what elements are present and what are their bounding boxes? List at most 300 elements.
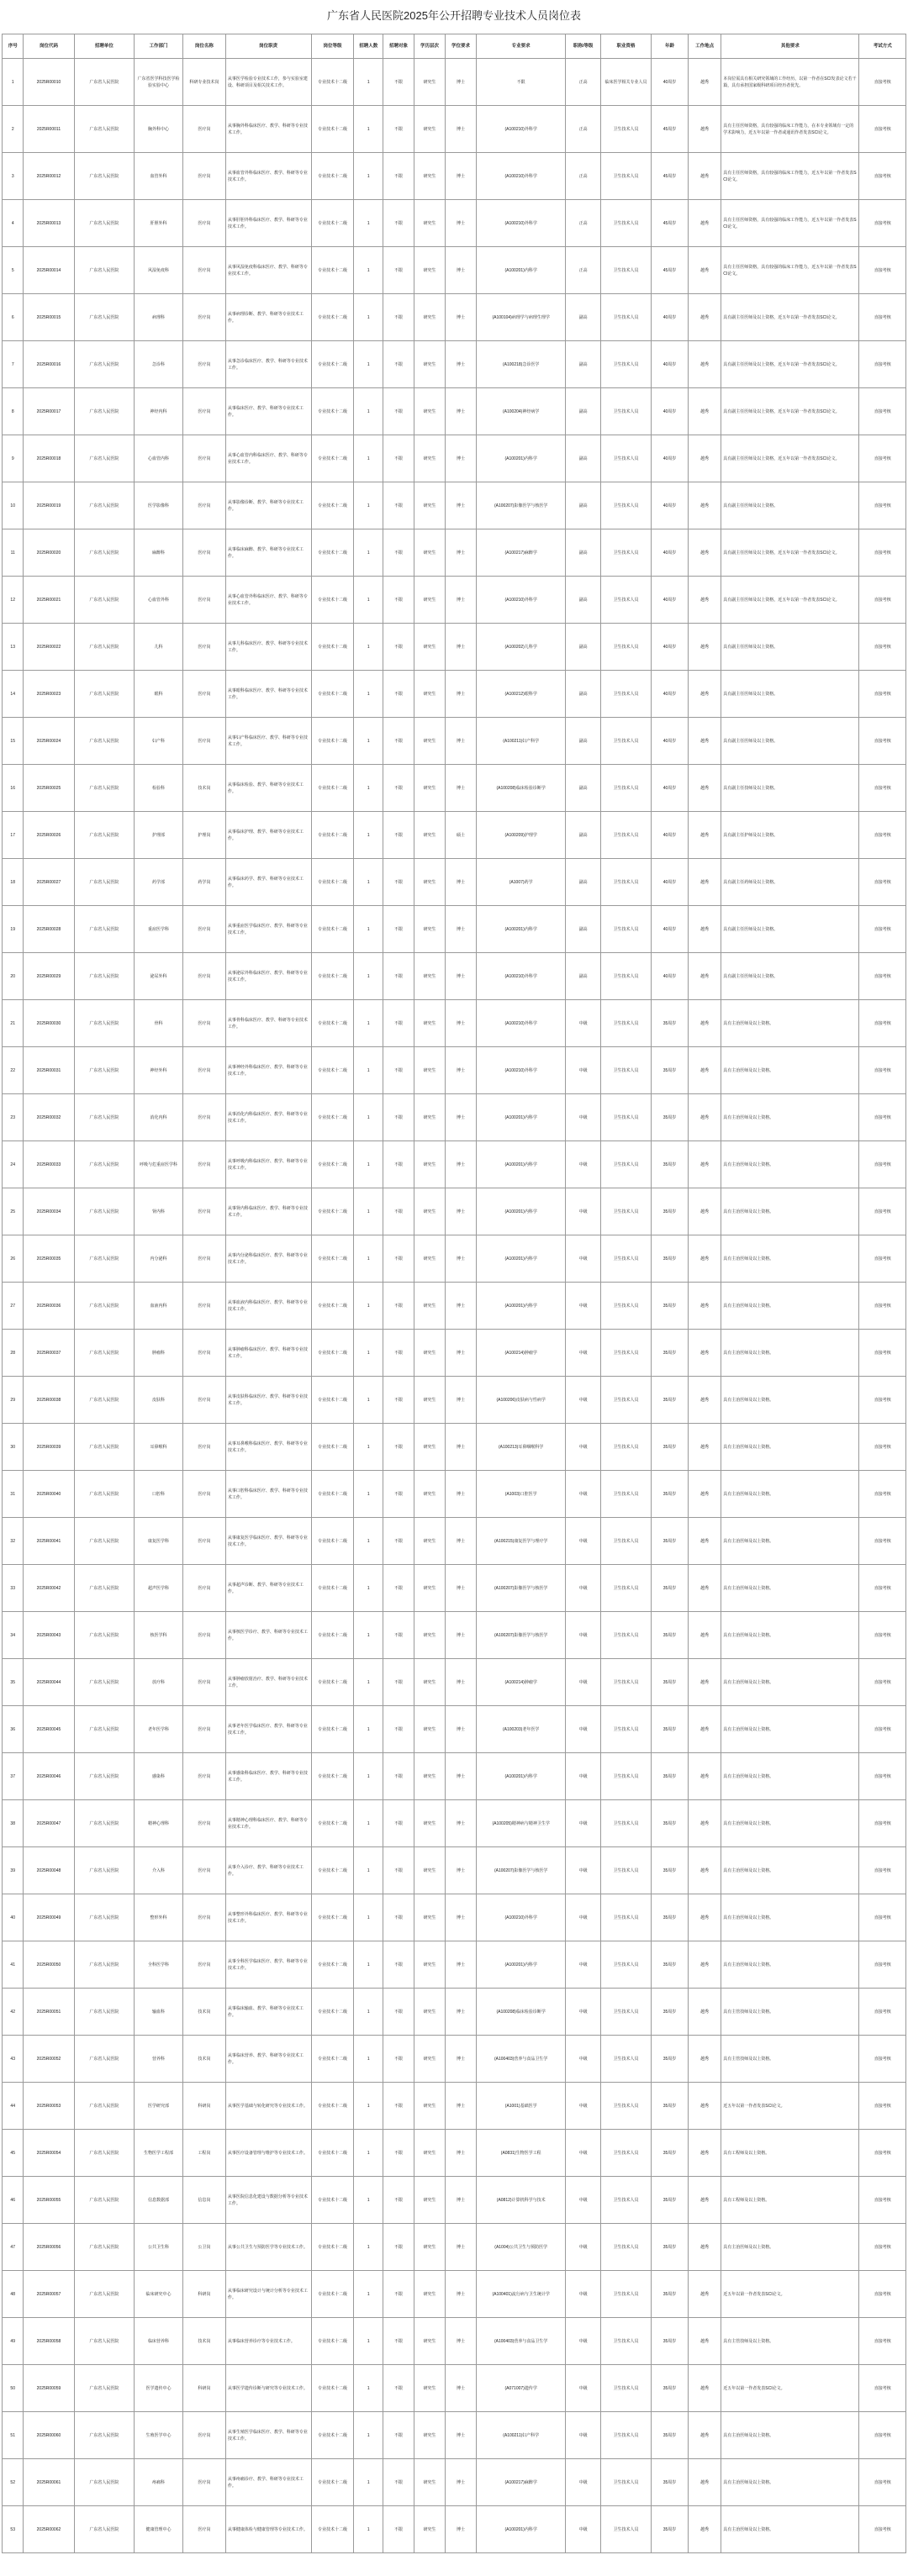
cell-no: 6 <box>3 294 24 341</box>
cell-unit: 广东省人民医院 <box>74 1847 135 1894</box>
cell-post: 医疗岗 <box>182 953 225 1000</box>
cell-exam: 直接考核 <box>859 1424 906 1471</box>
cell-place: 越秀 <box>688 294 721 341</box>
cell-no: 49 <box>3 2318 24 2365</box>
cell-count: 1 <box>354 1706 383 1753</box>
cell-edu: 研究生 <box>414 106 446 153</box>
cell-no: 46 <box>3 2177 24 2224</box>
cell-dept: 疼痛科 <box>135 2459 183 2506</box>
cell-edu: 研究生 <box>414 388 446 435</box>
cell-title: 中级 <box>566 2318 601 2365</box>
cell-target: 不限 <box>383 1612 414 1659</box>
cell-level: 专业技术十二级 <box>311 294 354 341</box>
table-row <box>3 2459 906 2506</box>
cell-duty: 从事风湿免疫科临床医疗、教学、科研等专业技术工作。 <box>225 247 311 294</box>
cell-no: 36 <box>3 1706 24 1753</box>
cell-no: 41 <box>3 1941 24 1989</box>
cell-exam: 直接考核 <box>859 1989 906 2036</box>
cell-age: 35周岁 <box>652 1235 689 1283</box>
cell-other: 近五年以第一作者发表SCI论文。 <box>721 2365 859 2412</box>
cell-duty: 从事心血管外科临床医疗、教学、科研等专业技术工作。 <box>225 577 311 624</box>
cell-dept: 心血管内科 <box>135 435 183 482</box>
table-row <box>3 1424 906 1471</box>
cell-exam: 直接考核 <box>859 1047 906 1094</box>
cell-major: 不限 <box>477 59 566 106</box>
cell-unit: 广东省人民医院 <box>74 247 135 294</box>
cell-edu: 研究生 <box>414 812 446 859</box>
cell-level: 专业技术十二级 <box>311 1471 354 1518</box>
table-row <box>3 529 906 577</box>
table-row <box>3 1894 906 1941</box>
cell-exam: 直接考核 <box>859 435 906 482</box>
cell-post: 技术岗 <box>182 2036 225 2083</box>
table-row <box>3 624 906 671</box>
cell-dept: 输血科 <box>135 1989 183 2036</box>
cell-edu: 研究生 <box>414 2506 446 2553</box>
cell-count: 1 <box>354 2412 383 2459</box>
cell-level: 专业技术十二级 <box>311 1047 354 1094</box>
cell-place: 越秀 <box>688 1377 721 1424</box>
table-row <box>3 1518 906 1565</box>
cell-count: 1 <box>354 577 383 624</box>
cell-other: 具有副主任医师及以上资格。 <box>721 671 859 718</box>
cell-cert: 卫生技术人员 <box>600 1047 651 1094</box>
cell-title: 中级 <box>566 1800 601 1847</box>
cell-age: 35周岁 <box>652 1800 689 1847</box>
cell-no: 33 <box>3 1565 24 1612</box>
cell-age: 35周岁 <box>652 1941 689 1989</box>
cell-post: 医疗岗 <box>182 341 225 388</box>
cell-cert: 卫生技术人员 <box>600 1659 651 1706</box>
cell-level: 专业技术十二级 <box>311 200 354 247</box>
cell-other: 具有主治医师及以上资格。 <box>721 1235 859 1283</box>
cell-post: 医疗岗 <box>182 1283 225 1330</box>
cell-other: 具有主任医师资格，具有较强的临床工作能力，近五年以第一作者发表SCI论文。 <box>721 247 859 294</box>
cell-title: 副高 <box>566 482 601 529</box>
cell-edu: 研究生 <box>414 953 446 1000</box>
header-cell: 职业资格 <box>600 34 651 59</box>
cell-major: (A100201)内科学 <box>477 1283 566 1330</box>
cell-title: 副高 <box>566 577 601 624</box>
cell-other: 具有主治医师及以上资格。 <box>721 1377 859 1424</box>
cell-dept: 眼科 <box>135 671 183 718</box>
cell-other: 具有工程师及以上资格。 <box>721 2177 859 2224</box>
cell-unit: 广东省人民医院 <box>74 294 135 341</box>
cell-post: 医疗岗 <box>182 1000 225 1047</box>
cell-degree: 博士 <box>446 2224 477 2271</box>
cell-other: 具有副主任药师及以上资格。 <box>721 859 859 906</box>
cell-code: 2025R00010 <box>24 59 74 106</box>
cell-code: 2025R00050 <box>24 1941 74 1989</box>
cell-cert: 卫生技术人员 <box>600 1235 651 1283</box>
cell-unit: 广东省人民医院 <box>74 153 135 200</box>
cell-code: 2025R00058 <box>24 2318 74 2365</box>
cell-code: 2025R00030 <box>24 1000 74 1047</box>
cell-age: 35周岁 <box>652 1047 689 1094</box>
cell-title: 中级 <box>566 1518 601 1565</box>
cell-title: 正高 <box>566 153 601 200</box>
cell-target: 不限 <box>383 1283 414 1330</box>
header-cell: 岗位代码 <box>24 34 74 59</box>
cell-unit: 广东省人民医院 <box>74 1753 135 1800</box>
cell-degree: 博士 <box>446 1047 477 1094</box>
table-row <box>3 1000 906 1047</box>
cell-dept: 儿科 <box>135 624 183 671</box>
cell-unit: 广东省人民医院 <box>74 2083 135 2130</box>
cell-dept: 检验科 <box>135 765 183 812</box>
cell-duty: 从事介入诊疗、教学、科研等专业技术工作。 <box>225 1847 311 1894</box>
cell-cert: 卫生技术人员 <box>600 529 651 577</box>
cell-major: (A100401)流行病与卫生统计学 <box>477 2271 566 2318</box>
cell-code: 2025R00026 <box>24 812 74 859</box>
cell-post: 公卫岗 <box>182 2224 225 2271</box>
cell-title: 副高 <box>566 294 601 341</box>
cell-other: 本岗位需具有相关研究领域的工作经历，以第一作者在SCI发表论文若干篇，具有承担国家级科研项目经历者优先。 <box>721 59 859 106</box>
cell-major: (A071007)遗传学 <box>477 2365 566 2412</box>
cell-cert: 卫生技术人员 <box>600 388 651 435</box>
cell-other: 具有主治医师及以上资格。 <box>721 1659 859 1706</box>
cell-exam: 直接考核 <box>859 1471 906 1518</box>
cell-dept: 临床研究中心 <box>135 2271 183 2318</box>
cell-degree: 博士 <box>446 2318 477 2365</box>
cell-dept: 放疗科 <box>135 1659 183 1706</box>
cell-title: 副高 <box>566 341 601 388</box>
cell-exam: 直接考核 <box>859 953 906 1000</box>
cell-place: 越秀 <box>688 1141 721 1188</box>
page-title: 广东省人民医院2025年公开招聘专业技术人员岗位表 <box>327 9 581 22</box>
table-row <box>3 859 906 906</box>
cell-age: 35周岁 <box>652 2177 689 2224</box>
cell-no: 8 <box>3 388 24 435</box>
cell-other: 具有主任医师资格，具有较强的临床工作能力，在本专业领域有一定的学术影响力，近五年以第一作者或通讯作者发表SCI论文。 <box>721 106 859 153</box>
cell-code: 2025R00027 <box>24 859 74 906</box>
cell-dept: 风湿免疫科 <box>135 247 183 294</box>
cell-place: 越秀 <box>688 2177 721 2224</box>
cell-age: 40周岁 <box>652 577 689 624</box>
cell-no: 28 <box>3 1330 24 1377</box>
cell-count: 1 <box>354 1659 383 1706</box>
cell-post: 医疗岗 <box>182 1894 225 1941</box>
cell-place: 越秀 <box>688 624 721 671</box>
cell-cert: 卫生技术人员 <box>600 435 651 482</box>
cell-dept: 消化内科 <box>135 1094 183 1141</box>
cell-count: 1 <box>354 1094 383 1141</box>
cell-place: 越秀 <box>688 2318 721 2365</box>
cell-no: 48 <box>3 2271 24 2318</box>
cell-edu: 研究生 <box>414 153 446 200</box>
cell-duty: 从事临床药学、教学、科研等专业技术工作。 <box>225 859 311 906</box>
cell-unit: 广东省人民医院 <box>74 765 135 812</box>
cell-post: 医疗岗 <box>182 1612 225 1659</box>
cell-age: 35周岁 <box>652 2083 689 2130</box>
cell-target: 不限 <box>383 2036 414 2083</box>
cell-count: 1 <box>354 1800 383 1847</box>
cell-code: 2025R00047 <box>24 1800 74 1847</box>
cell-target: 不限 <box>383 1706 414 1753</box>
cell-edu: 研究生 <box>414 1471 446 1518</box>
cell-age: 40周岁 <box>652 671 689 718</box>
cell-place: 越秀 <box>688 153 721 200</box>
cell-age: 40周岁 <box>652 388 689 435</box>
cell-place: 越秀 <box>688 2083 721 2130</box>
cell-place: 越秀 <box>688 1518 721 1565</box>
cell-count: 1 <box>354 1283 383 1330</box>
cell-target: 不限 <box>383 435 414 482</box>
cell-edu: 研究生 <box>414 1989 446 2036</box>
cell-major: (A100201)内科学 <box>477 2506 566 2553</box>
cell-cert: 卫生技术人员 <box>600 1800 651 1847</box>
cell-degree: 博士 <box>446 294 477 341</box>
cell-major: (A100201)内科学 <box>477 1094 566 1141</box>
cell-degree: 博士 <box>446 1471 477 1518</box>
table-row <box>3 59 906 106</box>
cell-degree: 博士 <box>446 106 477 153</box>
cell-dept: 医学遗传中心 <box>135 2365 183 2412</box>
cell-cert: 卫生技术人员 <box>600 1941 651 1989</box>
cell-code: 2025R00057 <box>24 2271 74 2318</box>
cell-cert: 卫生技术人员 <box>600 906 651 953</box>
cell-cert: 卫生技术人员 <box>600 2412 651 2459</box>
cell-post: 医疗岗 <box>182 200 225 247</box>
cell-exam: 直接考核 <box>859 529 906 577</box>
cell-post: 医疗岗 <box>182 1518 225 1565</box>
cell-age: 40周岁 <box>652 906 689 953</box>
cell-exam: 直接考核 <box>859 1800 906 1847</box>
cell-code: 2025R00024 <box>24 718 74 765</box>
cell-title: 副高 <box>566 906 601 953</box>
cell-post: 医疗岗 <box>182 577 225 624</box>
cell-degree: 博士 <box>446 247 477 294</box>
cell-title: 中级 <box>566 1612 601 1659</box>
cell-title: 中级 <box>566 1330 601 1377</box>
cell-post: 医疗岗 <box>182 2459 225 2506</box>
cell-dept: 医学研究部 <box>135 2083 183 2130</box>
cell-level: 专业技术十二级 <box>311 671 354 718</box>
cell-age: 35周岁 <box>652 2412 689 2459</box>
cell-age: 35周岁 <box>652 1330 689 1377</box>
cell-dept: 肾内科 <box>135 1188 183 1235</box>
cell-dept: 公共卫生科 <box>135 2224 183 2271</box>
cell-target: 不限 <box>383 2459 414 2506</box>
table-row <box>3 2271 906 2318</box>
table-row <box>3 2177 906 2224</box>
cell-count: 1 <box>354 1424 383 1471</box>
cell-count: 1 <box>354 1471 383 1518</box>
cell-duty: 从事临床营养、教学、科研等专业技术工作。 <box>225 2036 311 2083</box>
cell-degree: 博士 <box>446 1659 477 1706</box>
cell-other: 近五年以第一作者发表SCI论文。 <box>721 2083 859 2130</box>
table-row <box>3 341 906 388</box>
cell-other: 具有主治医师及以上资格。 <box>721 2506 859 2553</box>
cell-level: 专业技术十二级 <box>311 1941 354 1989</box>
cell-title: 副高 <box>566 529 601 577</box>
cell-unit: 广东省人民医院 <box>74 341 135 388</box>
cell-edu: 研究生 <box>414 2271 446 2318</box>
cell-duty: 从事病理诊断、教学、科研等专业技术工作。 <box>225 294 311 341</box>
cell-dept: 生殖医学中心 <box>135 2412 183 2459</box>
cell-age: 35周岁 <box>652 1989 689 2036</box>
cell-title: 副高 <box>566 671 601 718</box>
cell-degree: 博士 <box>446 953 477 1000</box>
cell-age: 45周岁 <box>652 106 689 153</box>
cell-post: 技术岗 <box>182 2318 225 2365</box>
cell-other: 具有主治医师及以上资格。 <box>721 1753 859 1800</box>
cell-post: 医疗岗 <box>182 106 225 153</box>
cell-count: 1 <box>354 1518 383 1565</box>
cell-no: 22 <box>3 1047 24 1094</box>
cell-title: 中级 <box>566 1377 601 1424</box>
cell-age: 40周岁 <box>652 624 689 671</box>
cell-major: (A1007)药学 <box>477 859 566 906</box>
cell-place: 越秀 <box>688 1800 721 1847</box>
cell-place: 越秀 <box>688 529 721 577</box>
cell-major: (A0812)计算机科学与技术 <box>477 2177 566 2224</box>
table-row <box>3 435 906 482</box>
cell-count: 1 <box>354 2271 383 2318</box>
cell-exam: 直接考核 <box>859 2506 906 2553</box>
cell-exam: 直接考核 <box>859 1094 906 1141</box>
cell-no: 11 <box>3 529 24 577</box>
cell-degree: 博士 <box>446 1800 477 1847</box>
cell-count: 1 <box>354 2224 383 2271</box>
cell-level: 专业技术十二级 <box>311 1659 354 1706</box>
cell-unit: 广东省人民医院 <box>74 1000 135 1047</box>
cell-duty: 从事内分泌科临床医疗、教学、科研等专业技术工作。 <box>225 1235 311 1283</box>
cell-level: 专业技术十二级 <box>311 906 354 953</box>
cell-no: 29 <box>3 1377 24 1424</box>
cell-other: 具有主治医师及以上资格。 <box>721 1894 859 1941</box>
cell-post: 医疗岗 <box>182 529 225 577</box>
cell-exam: 直接考核 <box>859 1941 906 1989</box>
cell-target: 不限 <box>383 624 414 671</box>
cell-other: 具有主治医师及以上资格。 <box>721 1094 859 1141</box>
cell-dept: 血管外科 <box>135 153 183 200</box>
cell-target: 不限 <box>383 906 414 953</box>
cell-other: 具有主治医师及以上资格。 <box>721 1706 859 1753</box>
cell-cert: 卫生技术人员 <box>600 1518 651 1565</box>
cell-degree: 博士 <box>446 1094 477 1141</box>
cell-degree: 博士 <box>446 2459 477 2506</box>
cell-count: 1 <box>354 859 383 906</box>
cell-age: 35周岁 <box>652 1565 689 1612</box>
cell-title: 副高 <box>566 953 601 1000</box>
cell-unit: 广东省人民医院 <box>74 388 135 435</box>
cell-major: (A100207)影像医学与核医学 <box>477 1847 566 1894</box>
cell-major: (A100210)外科学 <box>477 1894 566 1941</box>
cell-code: 2025R00014 <box>24 247 74 294</box>
table-row <box>3 1094 906 1141</box>
cell-age: 40周岁 <box>652 812 689 859</box>
table-row <box>3 1800 906 1847</box>
cell-exam: 直接考核 <box>859 718 906 765</box>
cell-level: 专业技术十二级 <box>311 2459 354 2506</box>
cell-no: 27 <box>3 1283 24 1330</box>
cell-exam: 直接考核 <box>859 106 906 153</box>
cell-level: 专业技术十二级 <box>311 624 354 671</box>
cell-exam: 直接考核 <box>859 624 906 671</box>
cell-count: 1 <box>354 1330 383 1377</box>
cell-code: 2025R00062 <box>24 2506 74 2553</box>
cell-level: 专业技术十二级 <box>311 247 354 294</box>
cell-cert: 卫生技术人员 <box>600 1753 651 1800</box>
cell-major: (A100204)神经病学 <box>477 388 566 435</box>
cell-post: 药学岗 <box>182 859 225 906</box>
cell-major: (A100201)内科学 <box>477 435 566 482</box>
cell-cert: 卫生技术人员 <box>600 1424 651 1471</box>
cell-place: 越秀 <box>688 1283 721 1330</box>
table-row <box>3 671 906 718</box>
cell-no: 35 <box>3 1659 24 1706</box>
cell-level: 专业技术十二级 <box>311 859 354 906</box>
cell-other: 具有主治医师及以上资格。 <box>721 1612 859 1659</box>
cell-dept: 核医学科 <box>135 1612 183 1659</box>
cell-major: (A1003)口腔医学 <box>477 1471 566 1518</box>
cell-major: (A100403)营养与食品卫生学 <box>477 2318 566 2365</box>
cell-other: 具有主治医师及以上资格。 <box>721 1141 859 1188</box>
cell-cert: 卫生技术人员 <box>600 106 651 153</box>
cell-unit: 广东省人民医院 <box>74 1377 135 1424</box>
cell-title: 正高 <box>566 106 601 153</box>
cell-code: 2025R00021 <box>24 577 74 624</box>
cell-place: 越秀 <box>688 200 721 247</box>
cell-duty: 从事肿瘤放射治疗、教学、科研等专业技术工作。 <box>225 1659 311 1706</box>
cell-edu: 研究生 <box>414 1847 446 1894</box>
cell-target: 不限 <box>383 765 414 812</box>
cell-post: 科研岗 <box>182 2365 225 2412</box>
cell-target: 不限 <box>383 2130 414 2177</box>
cell-cert: 卫生技术人员 <box>600 1989 651 2036</box>
cell-count: 1 <box>354 1235 383 1283</box>
cell-post: 医疗岗 <box>182 1424 225 1471</box>
cell-no: 53 <box>3 2506 24 2553</box>
cell-cert: 卫生技术人员 <box>600 2224 651 2271</box>
cell-place: 越秀 <box>688 1565 721 1612</box>
cell-degree: 博士 <box>446 1000 477 1047</box>
cell-dept: 广东省医学科技医学检验实验中心 <box>135 59 183 106</box>
cell-dept: 营养科 <box>135 2036 183 2083</box>
cell-target: 不限 <box>383 2412 414 2459</box>
cell-duty: 从事医学基础与转化研究等专业技术工作。 <box>225 2083 311 2130</box>
cell-degree: 博士 <box>446 1753 477 1800</box>
cell-title: 中级 <box>566 1565 601 1612</box>
cell-code: 2025R00045 <box>24 1706 74 1753</box>
cell-title: 中级 <box>566 1283 601 1330</box>
cell-duty: 从事重症医学临床医疗、教学、科研等专业技术工作。 <box>225 906 311 953</box>
cell-degree: 博士 <box>446 2365 477 2412</box>
cell-unit: 广东省人民医院 <box>74 2036 135 2083</box>
table-row <box>3 200 906 247</box>
cell-degree: 博士 <box>446 859 477 906</box>
cell-exam: 直接考核 <box>859 1141 906 1188</box>
cell-other: 近五年以第一作者发表SCI论文。 <box>721 2271 859 2318</box>
cell-age: 35周岁 <box>652 1141 689 1188</box>
cell-place: 越秀 <box>688 765 721 812</box>
cell-exam: 直接考核 <box>859 2130 906 2177</box>
cell-edu: 研究生 <box>414 1894 446 1941</box>
table-row <box>3 1377 906 1424</box>
cell-code: 2025R00055 <box>24 2177 74 2224</box>
cell-place: 越秀 <box>688 671 721 718</box>
cell-place: 越秀 <box>688 1424 721 1471</box>
cell-post: 医疗岗 <box>182 1188 225 1235</box>
cell-post: 医疗岗 <box>182 2412 225 2459</box>
cell-exam: 直接考核 <box>859 1235 906 1283</box>
cell-title: 中级 <box>566 2459 601 2506</box>
cell-degree: 博士 <box>446 577 477 624</box>
cell-dept: 泌尿外科 <box>135 953 183 1000</box>
cell-cert: 卫生技术人员 <box>600 812 651 859</box>
cell-duty: 从事医学检验专业技术工作，参与实验室建设、科研项目及相关技术工作。 <box>225 59 311 106</box>
